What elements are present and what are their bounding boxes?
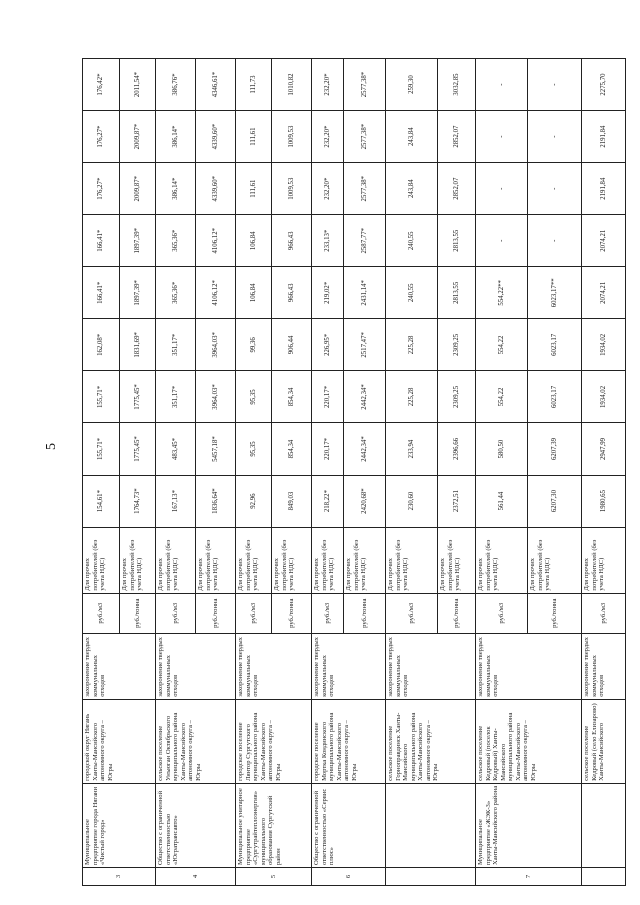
tariff-value-cell: 365,36* <box>156 267 196 319</box>
tariff-value-cell: 1775,45* <box>120 371 156 423</box>
tariff-value-cell: 2420,68* <box>344 475 386 527</box>
tariff-value-cell: 167,13* <box>156 475 196 527</box>
unit-cell: руб./тонна <box>196 593 236 633</box>
consumer-cell: Для прочих потребителей (без учета НДС) <box>438 527 476 593</box>
tariff-value-cell: 2309,25 <box>438 319 476 371</box>
tariff-value-cell: 2442,34* <box>344 423 386 475</box>
tariff-value-cell: 1836,64* <box>196 475 236 527</box>
tariff-value-cell: 243,84 <box>386 111 438 163</box>
tariff-value-cell: 906,44 <box>272 319 312 371</box>
tariff-value-cell: 1775,45* <box>120 423 156 475</box>
tariff-value-cell: 2009,87* <box>120 111 156 163</box>
tariff-value-cell: 1009,53 <box>272 111 312 163</box>
tariff-value-cell: 351,17* <box>156 319 196 371</box>
unit-cell: руб./тонна <box>272 593 312 633</box>
tariff-value-cell: 2947,99 <box>582 423 626 475</box>
tariff-value-cell: 2275,70 <box>582 59 626 111</box>
tariff-value-cell: 2309,25 <box>438 371 476 423</box>
tariff-value-cell: 166,41* <box>83 267 120 319</box>
tariff-value-cell: 166,41* <box>83 215 120 267</box>
row-index: 5 <box>236 867 312 885</box>
tariff-value-cell: 365,36* <box>156 215 196 267</box>
tariff-value-cell: 4339,60* <box>196 111 236 163</box>
tariff-value-cell: 2442,34* <box>344 371 386 423</box>
tariff-value-cell: 106,84 <box>236 215 272 267</box>
tariff-value-cell: 243,84 <box>386 163 438 215</box>
territory-cell: сельское поселение Кедровый (село Елизарово) Ханты-Мансийского <box>582 699 626 783</box>
service-cell: захоронение твердых коммунальных отходов <box>156 633 236 699</box>
tariff-value-cell: 1009,53 <box>272 163 312 215</box>
tariff-value-cell: - <box>476 59 528 111</box>
tariff-value-cell: 218,22* <box>312 475 344 527</box>
unit-cell: руб./м3 <box>83 593 120 633</box>
tariff-value-cell: 2852,07 <box>438 111 476 163</box>
tariff-value-cell: 2074,21 <box>582 267 626 319</box>
tariff-value-cell: 554,22** <box>476 267 528 319</box>
tariff-value-cell: 1897,39* <box>120 267 156 319</box>
organization-cell: Муниципальное предприятие города Нягани «Чистый город» <box>83 783 156 867</box>
page-number: 5 <box>44 443 59 450</box>
tariff-value-cell: 2577,38* <box>344 111 386 163</box>
tariff-value-cell: 233,94 <box>386 423 438 475</box>
tariff-value-cell: - <box>476 111 528 163</box>
tariff-value-cell: 4339,60* <box>196 163 236 215</box>
unit-cell: руб./м3 <box>582 593 626 633</box>
tariff-value-cell: 1831,69* <box>120 319 156 371</box>
tariff-value-cell: 561,44 <box>476 475 528 527</box>
row-index <box>386 867 476 885</box>
tariff-value-cell: 219,02* <box>312 267 344 319</box>
consumer-cell: Для прочих потребителей (без учета НДС) <box>236 527 272 593</box>
tariff-value-cell: 2011,54* <box>120 59 156 111</box>
tariff-value-cell: 854,34 <box>272 423 312 475</box>
unit-cell: руб./м3 <box>386 593 438 633</box>
tariff-value-cell: - <box>476 215 528 267</box>
consumer-cell: Для прочих потребителей (без учета НДС) <box>196 527 236 593</box>
tariff-value-cell: 2813,55 <box>438 267 476 319</box>
tariff-value-cell: 5457,18* <box>196 423 236 475</box>
tariff-value-cell: 92,96 <box>236 475 272 527</box>
consumer-cell: Для прочих потребителей (без учета НДС) <box>120 527 156 593</box>
tariff-value-cell: 966,43 <box>272 267 312 319</box>
tariff-value-cell: 240,55 <box>386 267 438 319</box>
tariff-value-cell: 232,20* <box>312 59 344 111</box>
unit-cell: руб./м3 <box>312 593 344 633</box>
tariff-value-cell: 386,76* <box>156 59 196 111</box>
tariff-value-cell: 386,14* <box>156 111 196 163</box>
tariff-value-cell: 1764,73* <box>120 475 156 527</box>
tariff-value-cell: 2396,66 <box>438 423 476 475</box>
tariff-value-cell: 4106,12* <box>196 267 236 319</box>
service-cell: захоронение твердых коммунальных отходов <box>236 633 312 699</box>
table-row <box>386 59 438 886</box>
tariff-value-cell: 2587,77* <box>344 215 386 267</box>
unit-cell: руб./тонна <box>438 593 476 633</box>
table-row <box>83 59 120 886</box>
tariff-value-cell: 2074,21 <box>582 215 626 267</box>
tariff-value-cell: 2009,87* <box>120 163 156 215</box>
tariff-value-cell: 1934,02 <box>582 371 626 423</box>
tariff-value-cell: 351,17* <box>156 371 196 423</box>
tariff-value-cell: 225,28 <box>386 371 438 423</box>
unit-cell: руб./тонна <box>120 593 156 633</box>
territory-cell: городское поселение Лянтор Сургутского муниципального района Ханты-Мансийского автономного округа – Югры <box>236 699 312 783</box>
tariff-value-cell: 155,71* <box>83 371 120 423</box>
tariff-value-cell: 580,50 <box>476 423 528 475</box>
tariff-value-cell: 2372,51 <box>438 475 476 527</box>
tariff-value-cell: 6207,39 <box>528 423 582 475</box>
tariff-value-cell: - <box>528 163 582 215</box>
tariff-value-cell: 854,34 <box>272 371 312 423</box>
tariff-value-cell: 220,17* <box>312 423 344 475</box>
tariff-value-cell: 4346,61* <box>196 59 236 111</box>
tariff-value-cell: 226,95* <box>312 319 344 371</box>
tariff-value-cell: 2852,07 <box>438 163 476 215</box>
unit-cell: руб./м3 <box>476 593 528 633</box>
tariff-value-cell: 225,28 <box>386 319 438 371</box>
tariff-value-cell: 3964,03* <box>196 319 236 371</box>
row-index: 3 <box>83 867 156 885</box>
tariff-value-cell: 2431,14* <box>344 267 386 319</box>
tariff-value-cell: 111,61 <box>236 163 272 215</box>
tariff-value-cell: - <box>528 59 582 111</box>
tariff-value-cell: 259,30 <box>386 59 438 111</box>
tariff-value-cell: 483,45* <box>156 423 196 475</box>
tariff-value-cell: 111,61 <box>236 111 272 163</box>
tariff-value-cell: 176,27* <box>83 111 120 163</box>
tariff-value-cell: - <box>528 215 582 267</box>
tariff-value-cell: 2517,47* <box>344 319 386 371</box>
organization-cell: Муниципальное унитарное предприятие «Сургутрайтеплоэнергия» муниципального образования Сургутский район <box>236 783 312 867</box>
territory-cell: сельское поселение Унъюган Октябрьского муниципального района Ханты-Мансийского автономного округа – Югры <box>156 699 236 783</box>
tariff-value-cell: 95,35 <box>236 423 272 475</box>
tariff-value-cell: 6023,17** <box>528 267 582 319</box>
organization-cell: Общество с ограниченной ответственностью «Сервис плюс» <box>312 783 386 867</box>
tariff-value-cell: 2577,38* <box>344 163 386 215</box>
unit-cell: руб./тонна <box>528 593 582 633</box>
tariff-value-cell: 154,61* <box>83 475 120 527</box>
unit-cell: руб./м3 <box>156 593 196 633</box>
tariff-value-cell: 230,60 <box>386 475 438 527</box>
tariff-value-cell: 6207,30 <box>528 475 582 527</box>
tariff-value-cell: 1897,39* <box>120 215 156 267</box>
tariff-value-cell: 386,14* <box>156 163 196 215</box>
service-cell: захоронение твердых коммунальных отходов <box>476 633 582 699</box>
tariff-value-cell: 4106,12* <box>196 215 236 267</box>
tariff-value-cell: - <box>476 163 528 215</box>
territory-cell: городское поселение Мортка Кондинского муниципального района Ханты-Мансийского автономного округа – Югры <box>312 699 386 783</box>
row-index: 6 <box>312 867 386 885</box>
tariff-value-cell: 3032,85 <box>438 59 476 111</box>
unit-cell: руб./тонна <box>344 593 386 633</box>
tariff-value-cell: 554,22 <box>476 371 528 423</box>
unit-cell: руб./м3 <box>236 593 272 633</box>
tariff-value-cell: 966,43 <box>272 215 312 267</box>
service-cell: захоронение твердых коммунальных отходов <box>386 633 476 699</box>
consumer-cell: Для прочих потребителей (без учета НДС) <box>386 527 438 593</box>
tariff-value-cell: - <box>528 111 582 163</box>
consumer-cell: Для прочих потребителей (без учета НДС) <box>344 527 386 593</box>
table-body <box>83 59 626 886</box>
service-cell: захоронение твердых коммунальных отходов <box>312 633 386 699</box>
table-row <box>476 59 528 886</box>
tariff-value-cell: 111,73 <box>236 59 272 111</box>
consumer-cell: Для прочих потребителей (без учета НДС) <box>312 527 344 593</box>
tariff-value-cell: 99,36 <box>236 319 272 371</box>
tariff-value-cell: 233,13* <box>312 215 344 267</box>
tariff-value-cell: 1010,82 <box>272 59 312 111</box>
tariff-value-cell: 6023,17 <box>528 371 582 423</box>
tariff-value-cell: 106,84 <box>236 267 272 319</box>
consumer-cell: Для прочих потребителей (без учета НДС) <box>272 527 312 593</box>
tariff-value-cell: 1934,02 <box>582 319 626 371</box>
service-cell: захоронение твердых коммунальных отходов <box>582 633 626 699</box>
tariff-value-cell: 95,35 <box>236 371 272 423</box>
tariff-value-cell: 3964,03* <box>196 371 236 423</box>
tariff-value-cell: 2813,55 <box>438 215 476 267</box>
territory-cell: сельское поселение Кедровый (поселок Кедровый) Ханты-Мансийского муниципального района Ханты-Мансийского автономного округа – Югры <box>476 699 582 783</box>
tariff-value-cell: 1980,65 <box>582 475 626 527</box>
table-row <box>582 59 626 886</box>
tariff-value-cell: 232,20* <box>312 111 344 163</box>
organization-cell: Общество с ограниченной ответственностью «Югратрансавто» <box>156 783 236 867</box>
territory-cell: городской округ Нягань Ханты-Мансийского автономного округа – Югры <box>83 699 156 783</box>
tariff-value-cell: 849,03 <box>272 475 312 527</box>
rotated-table-container <box>82 58 640 886</box>
tariff-value-cell: 2577,38* <box>344 59 386 111</box>
organization-cell <box>582 783 626 867</box>
tariff-value-cell: 6023,17 <box>528 319 582 371</box>
service-cell: захоронение твердых коммунальных отходов <box>83 633 156 699</box>
organization-cell <box>386 783 476 867</box>
territory-cell: сельское поселение Горноправдинск Ханты-Мансийского муниципального района Ханты-Мансийского автономного округа – Югры <box>386 699 476 783</box>
consumer-cell: Для прочих потребителей (без учета НДС) <box>582 527 626 593</box>
consumer-cell: Для прочих потребителей (без учета НДС) <box>156 527 196 593</box>
table-row <box>156 59 196 886</box>
table-row <box>312 59 344 886</box>
tariff-table <box>82 58 626 886</box>
tariff-value-cell: 232,20* <box>312 163 344 215</box>
tariff-value-cell: 2191,84 <box>582 111 626 163</box>
tariff-value-cell: 220,17* <box>312 371 344 423</box>
table-row <box>236 59 272 886</box>
consumer-cell: Для прочих потребителей (без учета НДС) <box>528 527 582 593</box>
tariff-value-cell: 155,71* <box>83 423 120 475</box>
tariff-value-cell: 240,55 <box>386 215 438 267</box>
tariff-value-cell: 162,08* <box>83 319 120 371</box>
consumer-cell: Для прочих потребителей (без учета НДС) <box>476 527 528 593</box>
organization-cell: Муниципальное предприятие «ЖЭК-3» Ханты-Мансийского района <box>476 783 582 867</box>
row-index: 7 <box>476 867 582 885</box>
tariff-value-cell: 554,22 <box>476 319 528 371</box>
row-index <box>582 867 626 885</box>
tariff-value-cell: 176,27* <box>83 163 120 215</box>
consumer-cell: Для прочих потребителей (без учета НДС) <box>83 527 120 593</box>
tariff-value-cell: 176,42* <box>83 59 120 111</box>
row-index: 4 <box>156 867 236 885</box>
tariff-value-cell: 2191,84 <box>582 163 626 215</box>
